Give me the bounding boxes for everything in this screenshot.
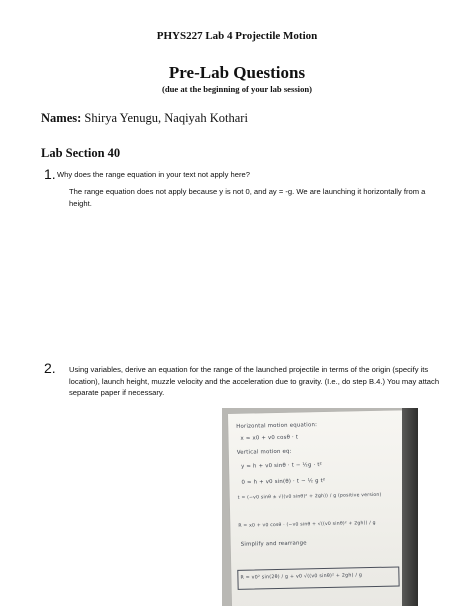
names-label: Names: — [41, 111, 82, 125]
document-title: PHYS227 Lab 4 Projectile Motion — [156, 30, 318, 42]
names-value: Shirya Yenugu, Naqiyah Kothari — [84, 111, 248, 125]
notes-line: R = x0 + v0 cosθ · (−v0 sinθ + √((v0 sinθ)² + 2gh)) / g — [238, 520, 376, 529]
question-1-answer: The range equation does not apply because y is not 0, and ay = -g. We are launching it horizontally from a height. — [69, 187, 426, 208]
question-2-number: 2. — [44, 360, 56, 376]
section-title: Pre-Lab Questions — [168, 63, 306, 82]
question-1-number: 1. — [44, 166, 56, 182]
question-2-text: Using variables, derive an equation for the range of the launched projectile in terms of the origin (specify its location), launch height, muzzle velocity and the acceleration due to gravity. (I.e., do step B.4.) You may attach separate paper if necessary. — [69, 365, 440, 397]
section-subtitle: (due at the beginning of your lab session) — [161, 84, 313, 94]
notes-line: 0 = h + v0 sin(θ) · t − ½ g t² — [241, 477, 326, 486]
final-range-equation: R = v0² sin(2θ) / g + v0 √((v0 sinθ)² + 2gh) / g — [240, 573, 363, 581]
question-1-text: Why does the range equation in your text not apply here? — [57, 170, 250, 179]
notes-line: y = h + v0 sinθ · t − ½g · t² — [241, 462, 323, 470]
handwritten-notes-photo — [222, 408, 418, 606]
notebook-spine — [402, 408, 418, 606]
notes-line: x = x0 + v0 cosθ · t — [240, 434, 299, 442]
notes-line: Vertical motion eq: — [236, 448, 292, 456]
notes-line: Simplify and rearrange — [240, 540, 307, 548]
names-line — [41, 111, 248, 126]
lab-section: Lab Section 40 — [41, 146, 121, 160]
notes-line: t = (−v0 sinθ ± √((v0 sinθ)² + 2gh)) / g (positive version) — [237, 492, 382, 501]
notebook-page — [228, 410, 406, 606]
notes-line: Horizontal motion equation: — [236, 422, 318, 430]
